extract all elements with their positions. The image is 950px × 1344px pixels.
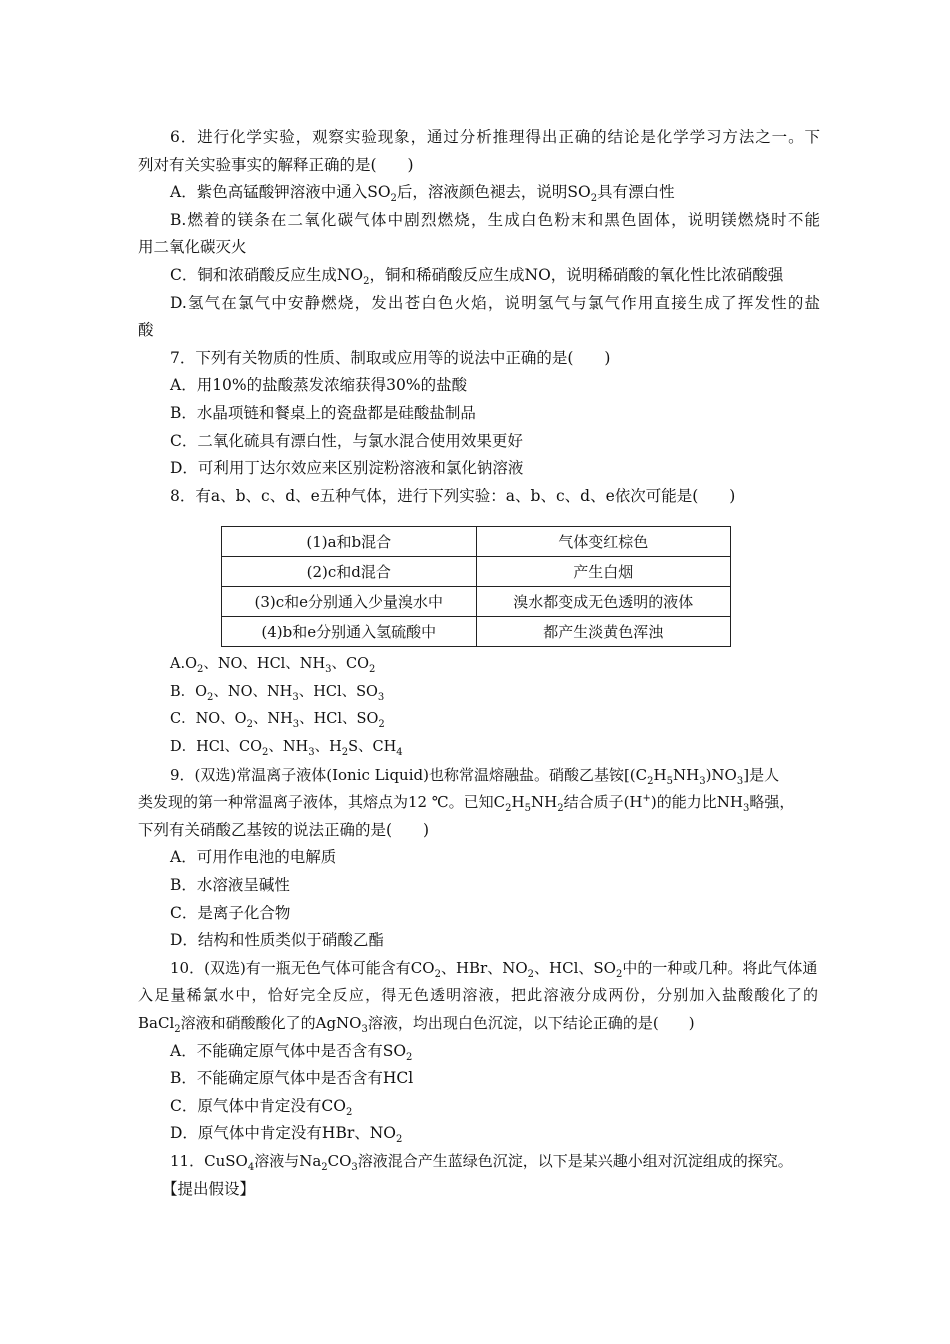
q8-option-b: B．$O_2$、NO、$NH_3$、HCl、$SO_3$ <box>170 684 385 703</box>
q9-option-d: D．结构和性质类似于硝酸乙酯 <box>170 931 384 949</box>
table-cell-experiment: (2)c和d混合 <box>222 557 477 587</box>
q7-option-c: C．二氧化硫具有漂白性，与氯水混合使用效果更好 <box>170 432 523 450</box>
q6-stem-line2: 列对有关实验事实的解释正确的是( ) <box>138 156 414 174</box>
q10-option-a: A．不能确定原气体中是否含有$SO_2$ <box>170 1042 413 1064</box>
table-cell-phenomenon: 产生白烟 <box>476 557 731 587</box>
q9-stem-line2: 类发现的第一种常温离子液体，其熔点为12 ℃。已知$C_2H_5NH_2$结合质子(H+)的能力比$NH_3$略强， <box>138 793 795 814</box>
table-row <box>222 617 731 647</box>
table-row <box>222 527 731 557</box>
q10-stem-line3: BaCl$_2$溶液和硝酸酸化了的AgNO$_3$溶液，均出现白色沉淀，以下结论正确的是( ) <box>138 1014 695 1035</box>
q9-option-b: B．水溶液呈碱性 <box>170 876 290 894</box>
q10-option-b: B．不能确定原气体中是否含有HCl <box>170 1069 414 1087</box>
q7-stem: 7．下列有关物质的性质、制取或应用等的说法中正确的是( ) <box>170 349 611 367</box>
table-cell-phenomenon: 都产生淡黄色浑浊 <box>476 617 731 647</box>
q6-option-b-line2: 用二氧化碳灭火 <box>138 238 247 256</box>
q9-option-c: C．是离子化合物 <box>170 904 291 922</box>
q8-option-c: C．NO、$O_2$、$NH_3$、HCl、$SO_2$ <box>170 711 385 730</box>
q11-stem: 11．CuSO$_4$溶液与$Na_2CO_3$溶液混合产生蓝绿色沉淀，以下是某兴趣小组对沉淀组成的探究。 <box>170 1152 793 1173</box>
q8-option-a: $A.O_2$、NO、HCl、$NH_3$、$CO_2$ <box>170 656 376 675</box>
table-cell-phenomenon: 气体变红棕色 <box>476 527 731 557</box>
q7-option-d: D．可利用丁达尔效应来区别淀粉溶液和氯化钠溶液 <box>170 459 524 477</box>
table-cell-experiment: (3)c和e分别通入少量溴水中 <box>222 587 477 617</box>
q6-option-d-line2: 酸 <box>138 321 154 339</box>
q7-option-a: A．用10%的盐酸蒸发浓缩获得30%的盐酸 <box>170 376 468 394</box>
q10-option-d: D．原气体中肯定没有HBr、$NO_2$ <box>170 1124 403 1146</box>
q9-stem-line3: 下列有关硝酸乙基铵的说法正确的是( ) <box>138 821 430 839</box>
q8-option-d: D．HCl、$CO_2$、$NH_3$、$H_2S$、$CH_4$ <box>170 739 403 758</box>
q9-option-a: A．可用作电池的电解质 <box>170 848 337 866</box>
q6-option-d-line1: D.氢气在氯气中安静燃烧，发出苍白色火焰，说明氢气与氯气作用直接生成了挥发性的盐 <box>170 294 820 312</box>
table-row <box>222 587 731 617</box>
q7-option-b: B．水晶项链和餐桌上的瓷盘都是硅酸盐制品 <box>170 404 476 422</box>
q6-option-a: A．紫色高锰酸钾溶液中通入$SO_2$后，溶液颜色褪去，说明$SO_2$具有漂白性 <box>170 183 675 205</box>
q11-section-heading: 【提出假设】 <box>162 1180 256 1198</box>
table-cell-experiment: (1)a和b混合 <box>222 527 477 557</box>
q9-stem-line1: 9．(双选)常温离子液体(Ionic Liquid)也称常温熔融盐。硝酸乙基铵$[(C_2H_5NH_3)NO_3]$是人 <box>170 766 780 787</box>
q10-stem-line2: 入足量稀氯水中，恰好完全反应，得无色透明溶液，把此溶液分成两份，分别加入盐酸酸化了的 <box>138 986 818 1004</box>
q10-option-c: C．原气体中肯定没有$CO_2$ <box>170 1097 353 1119</box>
q6-option-b-line1: B.燃着的镁条在二氧化碳气体中剧烈燃烧，生成白色粉末和黑色固体，说明镁燃烧时不能 <box>170 211 820 229</box>
table-cell-experiment: (4)b和e分别通入氢硫酸中 <box>222 617 477 647</box>
q6-stem-line1: 6．进行化学实验，观察实验现象，通过分析推理得出正确的结论是化学学习方法之一。下 <box>170 128 820 146</box>
table-row <box>222 557 731 587</box>
table-cell-phenomenon: 溴水都变成无色透明的液体 <box>476 587 731 617</box>
q8-stem: 8．有a、b、c、d、e五种气体，进行下列实验：a、b、c、d、e依次可能是( ) <box>170 487 736 505</box>
q6-option-c: C．铜和浓硝酸反应生成$NO_2$，铜和稀硝酸反应生成NO，说明稀硝酸的氧化性比浓硝酸强 <box>170 266 784 288</box>
q10-stem-line1: 10．(双选)有一瓶无色气体可能含有$CO_2$、HBr、$NO_2$、HCl、$SO_2$中的一种或几种。将此气体通 <box>170 959 818 980</box>
q8-experiment-table <box>221 526 731 647</box>
